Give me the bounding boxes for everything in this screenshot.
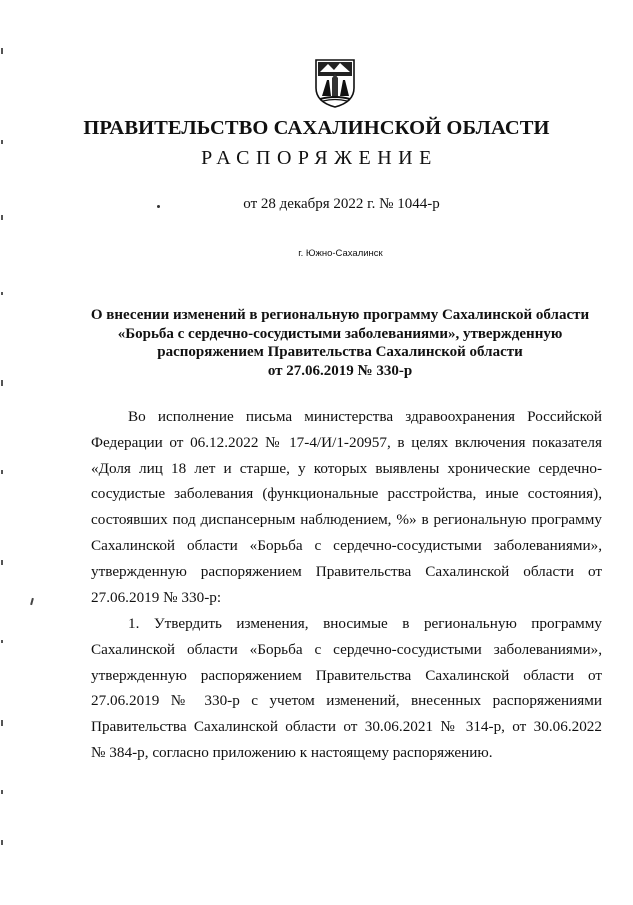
body-paragraph-2 [91,611,602,766]
subject-line: «Борьба с сердечно-сосудистыми заболеваниями», утвержденную [117,325,563,342]
body-line: «Доля лиц 18 лет и старше, у которых выявлены хронические сердечно- [91,459,602,477]
body-line: утвержденную распоряжением Правительства Сахалинской области от [91,666,602,684]
subject-line: от 27.06.2019 № 330-р [267,362,413,379]
body-paragraph-1 [91,404,602,610]
subject-line: распоряжением Правительства Сахалинской области [157,344,523,360]
body-line: Сахалинской области «Борьба с сердечно-сосудистыми заболеваниями», [91,536,602,554]
government-title: ПРАВИТЕЛЬСТВО САХАЛИНСКОЙ ОБЛАСТИ [83,117,550,139]
body-line: утвержденную распоряжением Правительства Сахалинской области от [91,562,602,580]
body-line: Сахалинской области «Борьба с сердечно-сосудистыми заболеваниями», [91,640,602,658]
sakhalin-coat-of-arms-icon [314,58,356,108]
document-date-number: от 28 декабря 2022 г. № 1044-р [243,196,440,212]
document-type: РАСПОРЯЖЕНИЕ [201,147,438,169]
document-city: г. Южно-Сахалинск [298,248,383,259]
body-line: 1. Утвердить изменения, вносимые в региональную программу [128,615,602,632]
body-line: Федерации от 06.12.2022 № 17-4/И/1-20957, в целях включения показателя [91,433,602,451]
body-line: 27.06.2019 № 330-р с учетом изменений, внесенных распоряжениями [91,692,602,710]
body-line: состоявших под диспансерным наблюдением, %» в региональную программу [91,511,602,529]
body-line: № 384-р, согласно приложению к настоящему распоряжению. [91,743,493,761]
document-subject [80,306,600,380]
scan-stray-mark [30,598,34,605]
body-line: Правительства Сахалинской области от 30.06.2021 № 314-р, от 30.06.2022 [91,718,602,736]
body-line: Во исполнение письма министерства здравоохранения Российской [128,408,602,425]
subject-line: О внесении изменений в региональную программу Сахалинской области [90,307,590,323]
body-line: 27.06.2019 № 330-р: [91,588,222,606]
body-line: сосудистые заболевания (функциональные расстройства, иные состояния), [91,485,602,503]
